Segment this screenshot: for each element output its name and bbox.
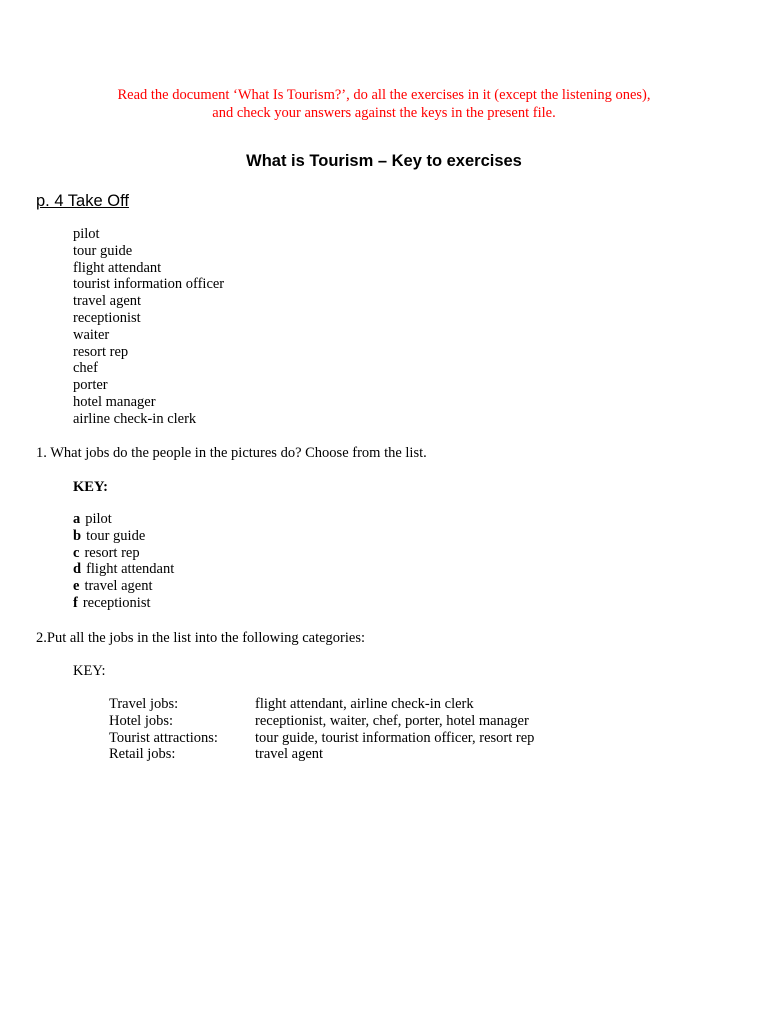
job-list-item: waiter [73,326,110,343]
answer-letter: c [73,544,80,561]
section-heading: p. 4 Take Off [36,192,129,210]
answer-letter: a [73,511,81,527]
document-title: What is Tourism – Key to exercises [246,152,522,170]
job-list-item: resort rep [73,343,129,360]
category-row [109,746,534,763]
exercise-1-answers [73,511,174,612]
answer-text: receptionist [82,594,151,611]
answer-text: tour guide [86,527,146,544]
answer-letter: e [73,578,80,595]
job-list-item: travel agent [73,293,142,310]
exercise-2-key-label: KEY: [73,663,106,679]
category-name: Tourist attractions: [109,729,218,746]
answer-text: travel agent [84,578,153,595]
job-list-item: hotel manager [73,393,156,410]
answer-text: pilot [85,511,112,527]
answer-text: resort rep [84,544,140,561]
job-list-item: chef [73,360,98,377]
answer-item [73,528,174,545]
instructions-line-1: Read the document ‘What Is Tourism?’, do all the exercises in it (except the listening ones), [117,87,651,103]
category-jobs: flight attendant, airline check-in clerk [255,696,474,712]
job-list-item: pilot [73,226,100,242]
category-row [109,713,534,730]
answer-letter: f [73,594,78,611]
exercise-1-key-label: KEY: [73,479,108,495]
job-list-item: airline check-in clerk [73,410,197,427]
job-list-item: tourist information officer [73,276,225,293]
category-name: Retail jobs: [109,746,176,763]
answer-item [73,545,174,562]
answer-text: flight attendant [86,561,175,578]
job-list-item: tour guide [73,242,133,259]
answer-item [73,595,174,612]
category-row [109,696,534,713]
job-list [73,226,224,428]
category-jobs: travel agent [255,746,324,763]
category-name: Travel jobs: [109,696,179,712]
answer-item [73,561,174,578]
job-list-item: flight attendant [73,259,162,276]
answer-letter: d [73,561,82,578]
job-list-item: receptionist [73,309,141,326]
category-table [109,696,534,763]
category-row [109,730,534,747]
exercise-1-question: 1. What jobs do the people in the pictures do? Choose from the list. [36,445,427,461]
answer-letter: b [73,527,82,544]
category-jobs: tour guide, tourist information officer, resort rep [255,729,535,746]
category-name: Hotel jobs: [109,712,174,729]
category-jobs: receptionist, waiter, chef, porter, hotel manager [255,712,529,729]
answer-item [73,578,174,595]
job-list-item: porter [73,377,108,394]
answer-item [73,511,174,528]
instructions-line-2: and check your answers against the keys in the present file. [212,105,556,121]
instructions [0,86,768,122]
exercise-2-question: 2.Put all the jobs in the list into the following categories: [36,630,366,646]
